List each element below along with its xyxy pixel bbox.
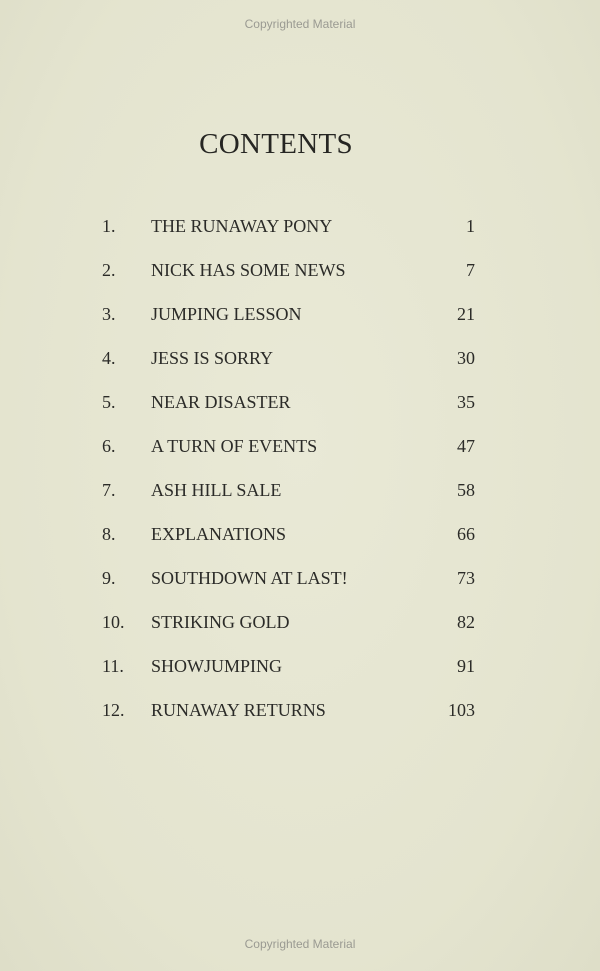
chapter-number: 11. xyxy=(102,656,124,676)
toc-entry xyxy=(0,432,600,476)
chapter-number: 1. xyxy=(102,216,116,236)
chapter-page-number: 7 xyxy=(466,260,475,280)
chapter-title: A TURN OF EVENTS xyxy=(151,436,318,456)
chapter-page-number: 35 xyxy=(457,392,475,412)
toc-entry xyxy=(0,520,600,564)
chapter-title: JESS IS SORRY xyxy=(151,348,274,368)
chapter-page-number: 66 xyxy=(457,524,475,544)
toc-entry xyxy=(0,696,600,740)
chapter-title: STRIKING GOLD xyxy=(151,612,290,632)
chapter-number: 9. xyxy=(102,568,116,588)
toc-entry xyxy=(0,344,600,388)
chapter-number: 5. xyxy=(102,392,116,412)
chapter-number: 2. xyxy=(102,260,116,280)
chapter-title: EXPLANATIONS xyxy=(151,524,286,544)
chapter-title: JUMPING LESSON xyxy=(151,304,302,324)
chapter-title: NICK HAS SOME NEWS xyxy=(151,260,346,280)
chapter-number: 3. xyxy=(102,304,116,324)
chapter-number: 6. xyxy=(102,436,116,456)
chapter-title: SOUTHDOWN AT LAST! xyxy=(151,568,348,588)
toc-entry xyxy=(0,212,600,256)
chapter-page-number: 21 xyxy=(457,304,475,324)
toc-entry xyxy=(0,388,600,432)
toc-entry xyxy=(0,608,600,652)
chapter-number: 8. xyxy=(102,524,116,544)
chapter-page-number: 58 xyxy=(457,480,475,500)
chapter-number: 4. xyxy=(102,348,116,368)
toc-entry xyxy=(0,652,600,696)
copyright-watermark-top: Copyrighted Material xyxy=(244,17,356,31)
toc-entry xyxy=(0,300,600,344)
chapter-page-number: 73 xyxy=(457,568,475,588)
chapter-page-number: 1 xyxy=(466,216,475,236)
chapter-number: 7. xyxy=(102,480,116,500)
chapter-page-number: 103 xyxy=(448,700,475,720)
chapter-page-number: 91 xyxy=(457,656,475,676)
copyright-watermark-bottom: Copyrighted Material xyxy=(244,937,356,951)
chapter-page-number: 82 xyxy=(457,612,475,632)
chapter-title: ASH HILL SALE xyxy=(151,480,282,500)
chapter-page-number: 30 xyxy=(457,348,475,368)
chapter-number: 10. xyxy=(102,612,125,632)
chapter-title: RUNAWAY RETURNS xyxy=(151,700,326,720)
table-of-contents xyxy=(0,212,600,740)
chapter-number: 12. xyxy=(102,700,125,720)
toc-entry xyxy=(0,564,600,608)
chapter-title: NEAR DISASTER xyxy=(151,392,291,412)
chapter-page-number: 47 xyxy=(457,436,475,456)
toc-entry xyxy=(0,476,600,520)
toc-entry xyxy=(0,256,600,300)
chapter-title: SHOWJUMPING xyxy=(151,656,283,676)
page-title: CONTENTS xyxy=(199,128,353,160)
chapter-title: THE RUNAWAY PONY xyxy=(151,216,333,236)
